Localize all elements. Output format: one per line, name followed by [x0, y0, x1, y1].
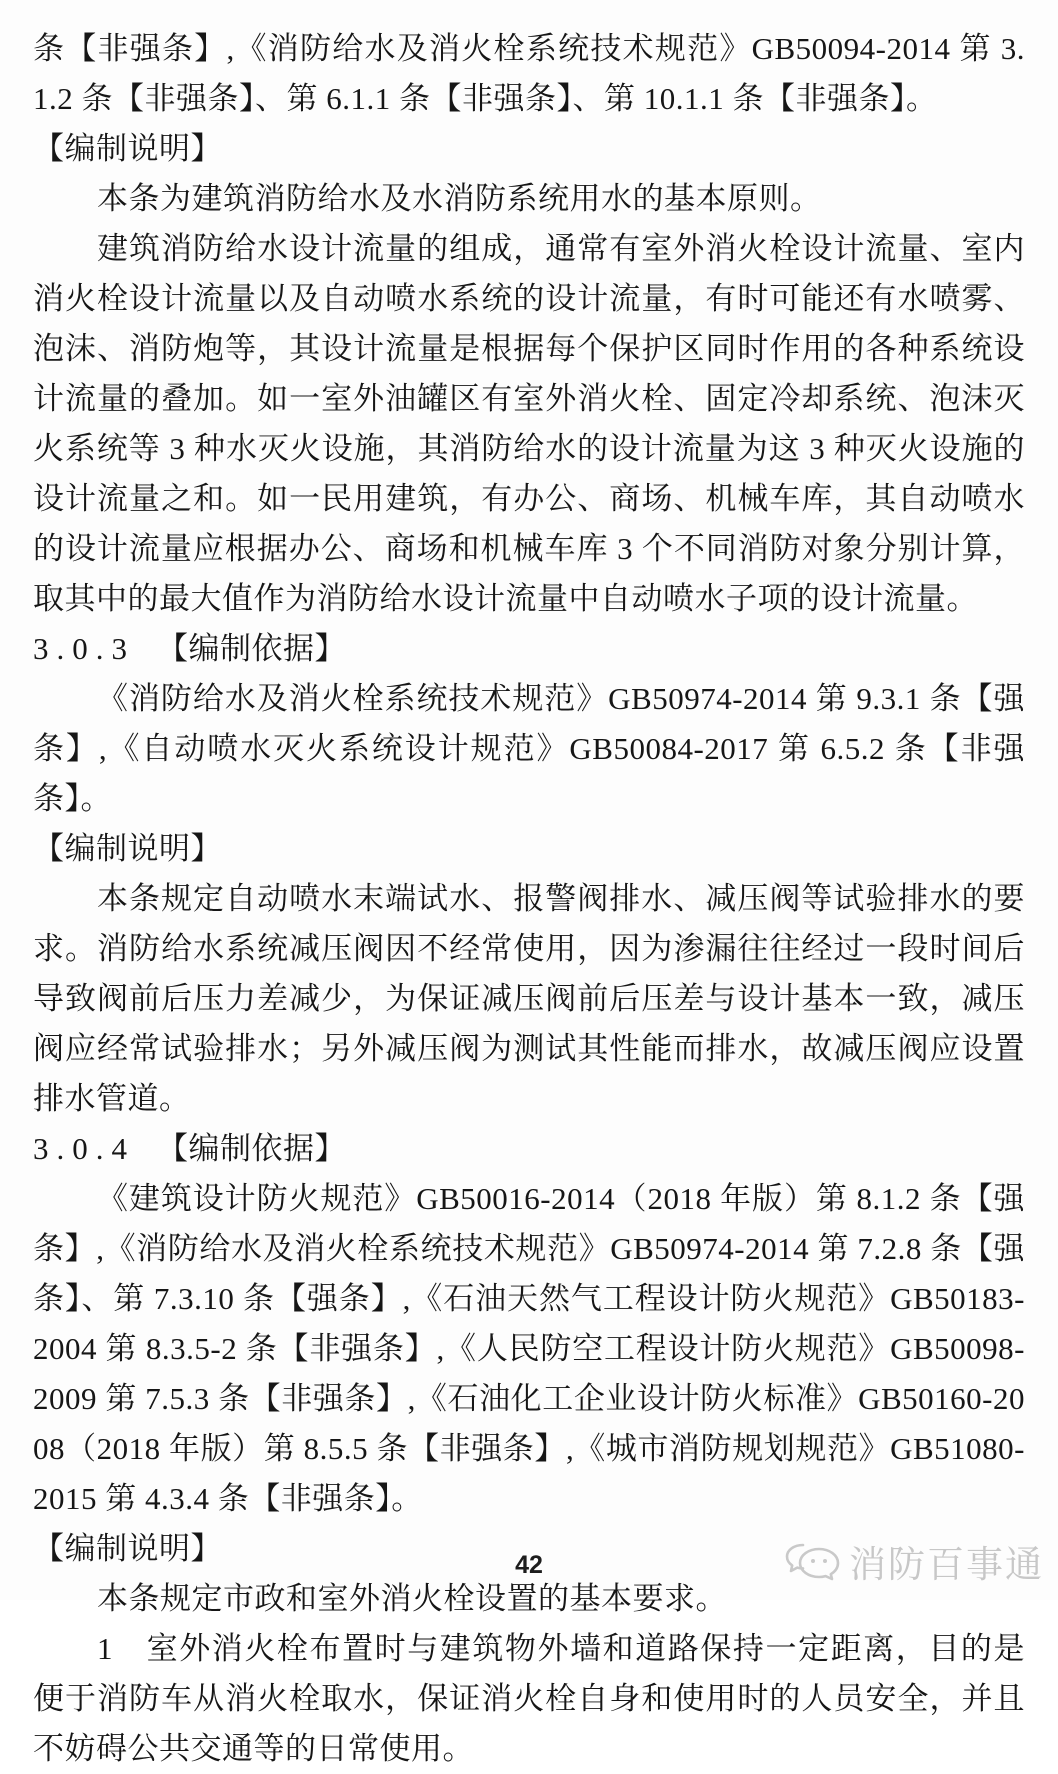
section-heading-label: 【编制依据】 — [157, 631, 346, 666]
paragraph: 本条规定市政和室外消火栓设置的基本要求。 — [97, 1581, 727, 1616]
paragraph: 本条规定自动喷水末端试水、报警阀排水、减压阀等试验排水的要求。消防给水系统减压阀因不经常使用，因为渗漏往往经过一段时间后导致阀前后压力差减少，为保证减压阀前后压差与设计基本一致，减压阀应经常试验排水；另外减压阀为测试其性能而排水，故减压阀应设置排水管道。 — [33, 881, 1025, 1116]
paragraph: 《建筑设计防火规范》GB50016-2014（2018 年版）第 8.1.2 条【强条】,《消防给水及消火栓系统技术规范》GB50974-2014 第 7.2.8 条【强条】、第 7.3.10 条【强条】,《石油天然气工程设计防火规范》GB50183-2004 第 8.3.5-2 条【非强条】,《人民防空工程设计防火规范》GB50098-2009 第 7.5.3 条【非强条】,《石油化工企业设计防火标准》GB50160-2008（2018 年版）第 8.5.5 条【非强条】,《城市消防规划规范》GB51080-2015 第 4.3.4 条【非强条】。 — [33, 1181, 1025, 1516]
section-heading-numbered — [33, 624, 1025, 674]
section-number: 3.0.3 — [33, 631, 135, 666]
section-heading-label: 【编制依据】 — [157, 1131, 346, 1166]
section-heading: 【编制说明】 — [33, 831, 222, 866]
paragraph: 条【非强条】,《消防给水及消火栓系统技术规范》GB50094-2014 第 3.1.2 条【非强条】、第 6.1.1 条【非强条】、第 10.1.1 条【非强条】。 — [33, 31, 1025, 116]
paragraph: 建筑消防给水设计流量的组成，通常有室外消火栓设计流量、室内消火栓设计流量以及自动喷水系统的设计流量，有时可能还有水喷雾、泡沫、消防炮等，其设计流量是根据每个保护区同时作用的各种系统设计流量的叠加。如一室外油罐区有室外消火栓、固定冷却系统、泡沫灭火系统等 3 种水灭火设施，其消防给水的设计流量为这 3 种灭火设施的设计流量之和。如一民用建筑，有办公、商场、机械车库，其自动喷水的设计流量应根据办公、商场和机械车库 3 个不同消防对象分别计算，取其中的最大值作为消防给水设计流量中自动喷水子项的设计流量。 — [33, 231, 1025, 616]
section-heading: 【编制说明】 — [33, 131, 222, 166]
page-number: 42 — [515, 1551, 543, 1579]
paragraph: 本条为建筑消防给水及水消防系统用水的基本原则。 — [97, 181, 822, 216]
watermark-label: 消防百事通 — [849, 1545, 1044, 1586]
section-heading: 【编制说明】 — [33, 1531, 222, 1566]
paragraph: 1 室外消火栓布置时与建筑物外墙和道路保持一定距离，目的是便于消防车从消火栓取水，保证消火栓自身和使用时的人员安全，并且不妨碍公共交通等的日常使用。 — [33, 1631, 1025, 1766]
document-content — [33, 24, 1025, 1774]
section-number: 3.0.4 — [33, 1131, 135, 1166]
paragraph: 《消防给水及消火栓系统技术规范》GB50974-2014 第 9.3.1 条【强条】,《自动喷水灭火系统设计规范》GB50084-2017 第 6.5.2 条【非强条】。 — [33, 681, 1025, 816]
section-heading-numbered — [33, 1124, 1025, 1174]
